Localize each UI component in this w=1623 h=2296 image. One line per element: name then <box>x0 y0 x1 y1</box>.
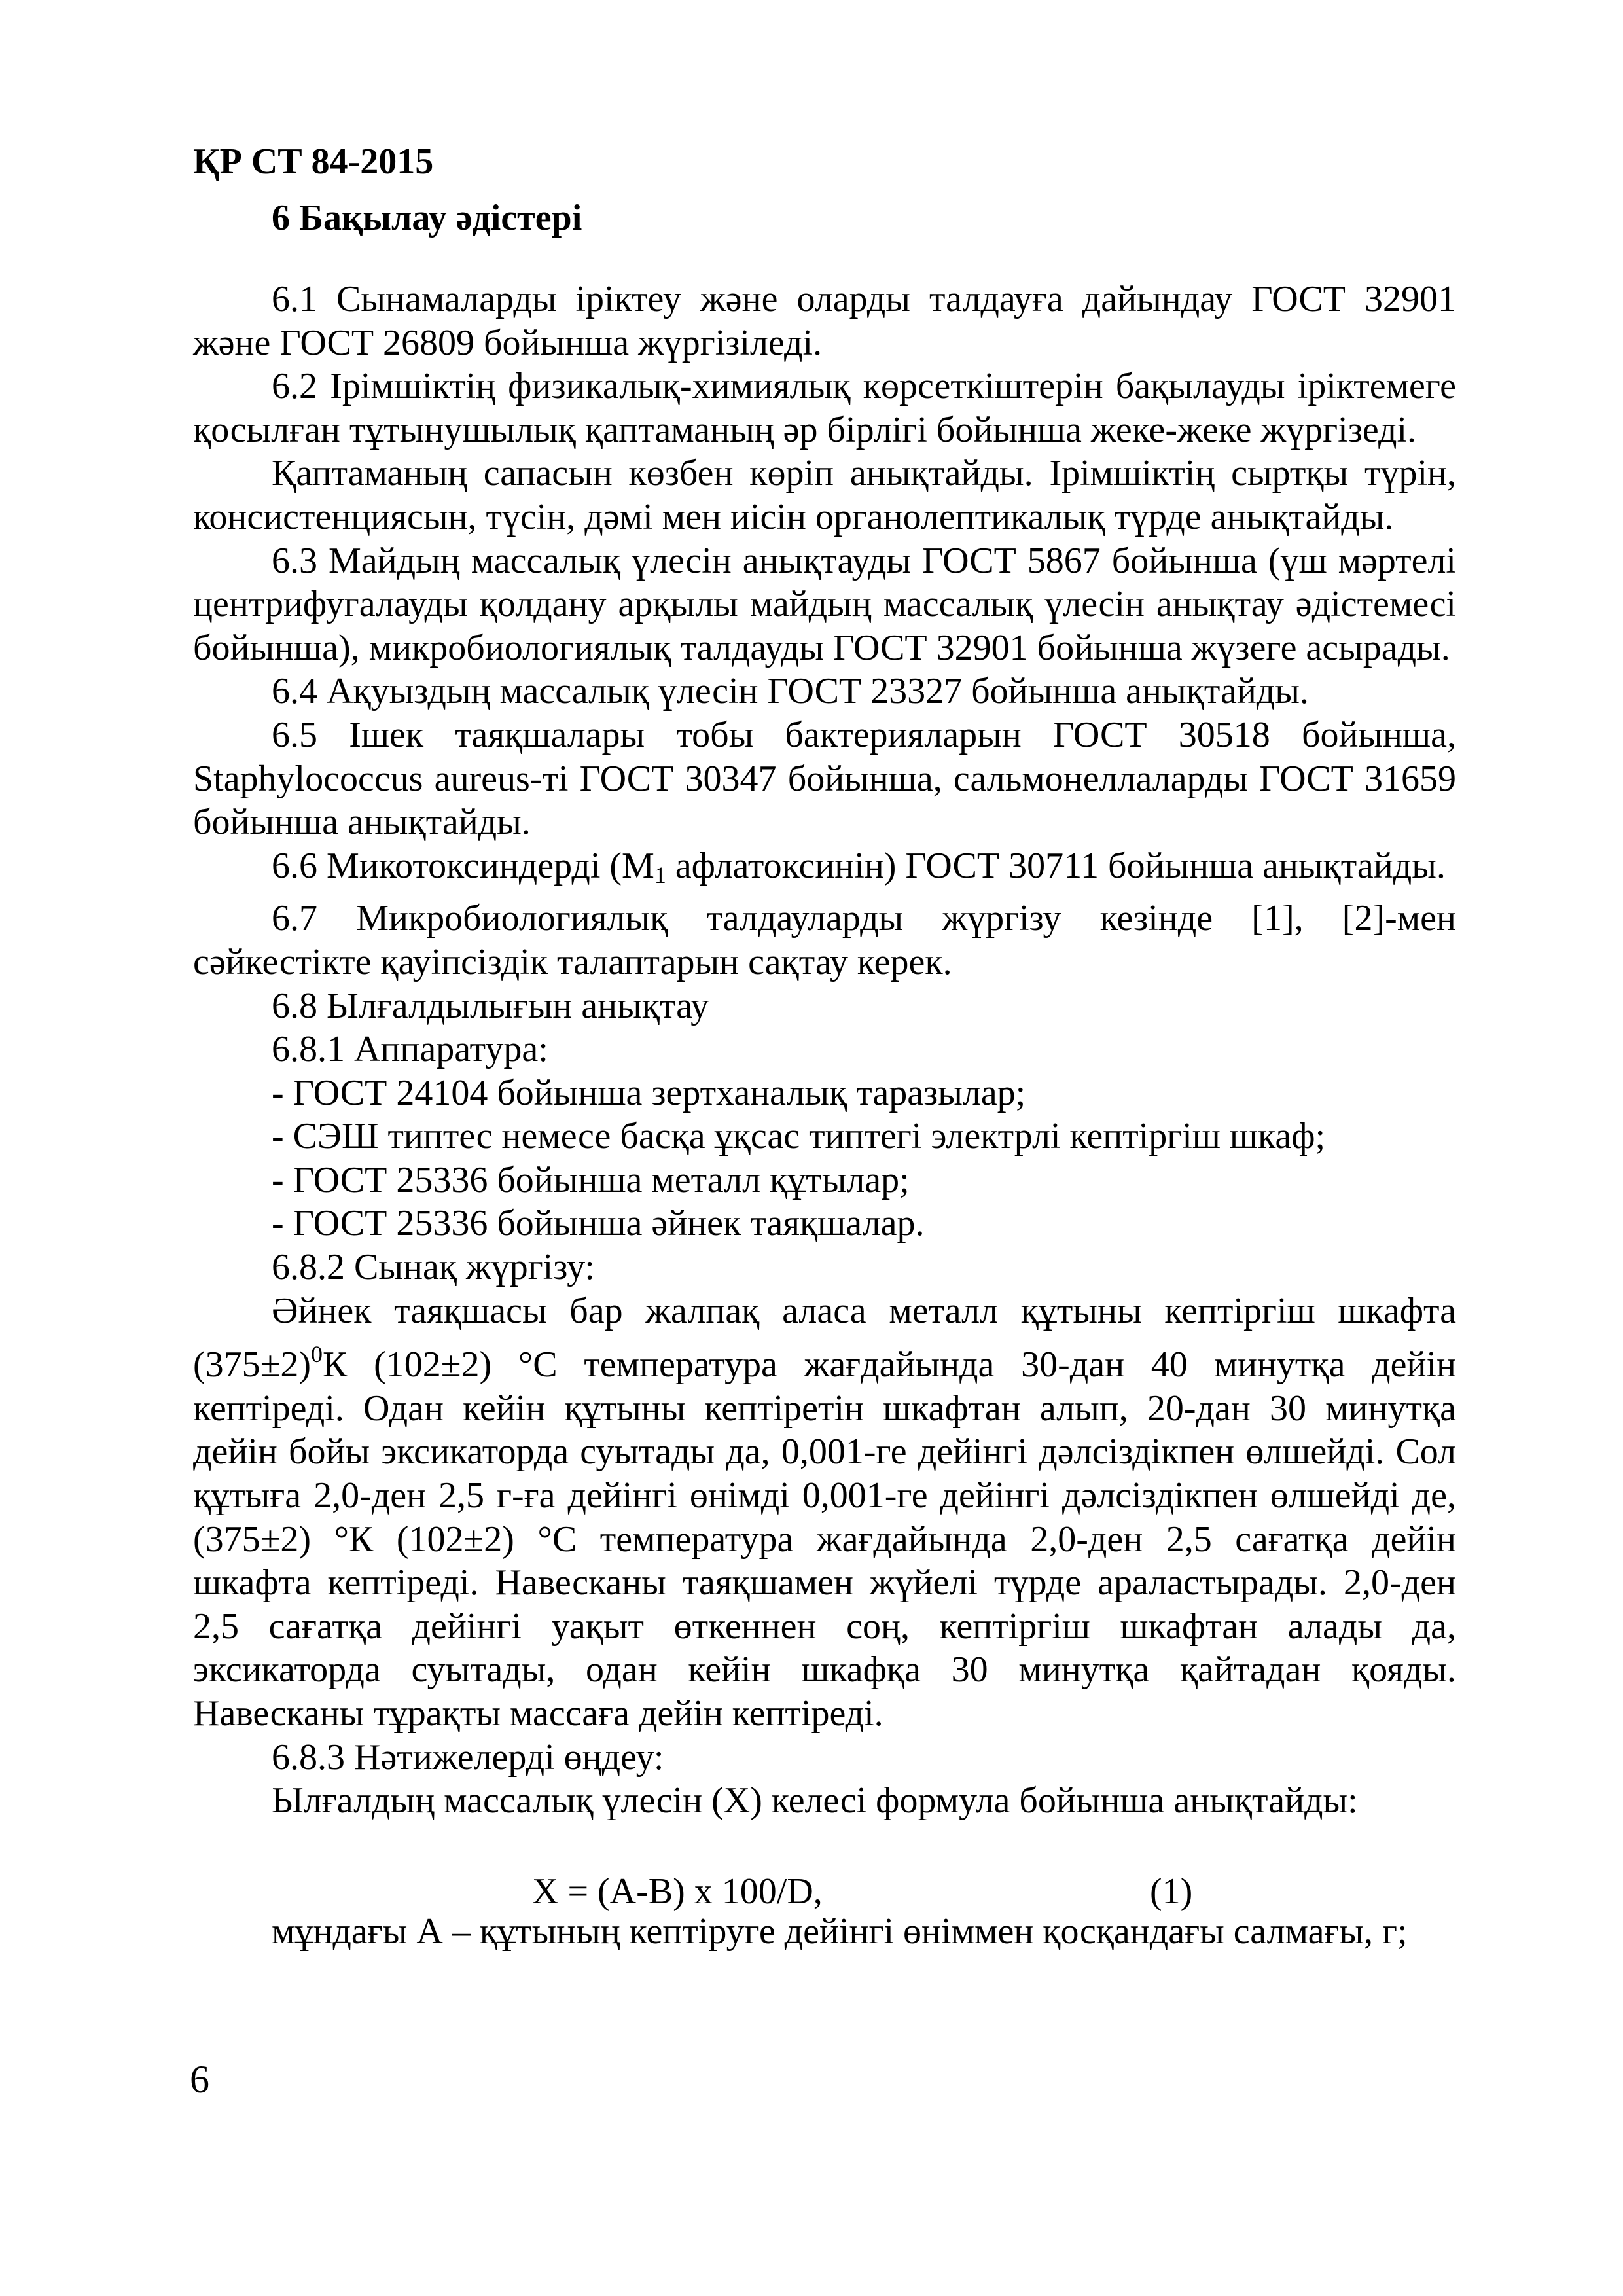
formula-where-a: мұндағы А – құтының кептіруге дейінгі өніммен қосқандағы салмағы, г; <box>272 1910 1408 1952</box>
paragraph-6-6 <box>193 844 1456 897</box>
paragraph-6-1: 6.1 Сынамаларды іріктеу және оларды талдауға дайындау ГОСТ 32901 және ГОСТ 26809 бойынша жүргізіледі. <box>193 279 1456 363</box>
paragraph-6-2-packaging: Қаптаманың сапасын көзбен көріп анықтайды. Ірімшіктің сыртқы түрін, консистенциясын, түсін, дәмі мен иісін органолептикалық түрде анықтайды. <box>193 453 1456 537</box>
formula-number: (1) <box>1150 1871 1193 1912</box>
section-title: 6 Бақылау әдістері <box>272 198 582 238</box>
page-number: 6 <box>190 2058 209 2101</box>
test-procedure-start: Әйнек таяқшасы бар жалпақ аласа металл құтыны кептіргіш шкафта (375±2) <box>193 1290 1456 1386</box>
formula-expression: Х = (А-В) х 100/D, <box>532 1871 823 1912</box>
paragraph-6-3: 6.3 Майдың массалық үлесін анықтауды ГОСТ 5867 бойынша (үш мәртелі центрифугалауды қолдану арқылы майдың массалық үлесін анықтау әдістемесі бойынша), микробиологиялық талдауды ГОСТ 32901 бойынша жүзеге асырады. <box>193 540 1456 668</box>
subscript-1: 1 <box>654 861 666 888</box>
list-item: - СЭШ типтес немесе басқа ұқсас типтегі электрлі кептіргіш шкаф; <box>272 1116 1326 1157</box>
test-procedure-paragraph <box>193 1289 1456 1736</box>
list-item: - ГОСТ 24104 бойынша зертханалық таразылар; <box>272 1072 1026 1113</box>
superscript-0: 0 <box>311 1341 323 1368</box>
paragraph-6-8-1: 6.8.1 Аппаратура: <box>272 1029 548 1070</box>
paragraph-6-6-start: 6.6 Микотоксиндерді (М <box>272 845 654 886</box>
list-item: - ГОСТ 25336 бойынша металл құтылар; <box>272 1159 910 1200</box>
paragraph-6-5: 6.5 Ішек таяқшалары тобы бактерияларын ГОСТ 30518 бойынша, Staphylococcus aureus-ті ГОСТ 30347 бойынша, сальмонеллаларды ГОСТ 31659 бойынша анықтайды. <box>193 714 1456 843</box>
paragraph-6-2: 6.2 Ірімшіктің физикалық-химиялық көрсеткіштерін бақылауды іріктемеге қосылған тұтынушылық қаптаманың әр бірлігі бойынша жеке-жеке жүргізеді. <box>193 366 1456 450</box>
paragraph-6-8-2: 6.8.2 Сынақ жүргізу: <box>272 1247 595 1288</box>
paragraph-6-4: 6.4 Ақуыздың массалық үлесін ГОСТ 23327 бойынша анықтайды. <box>272 671 1309 712</box>
paragraph-6-7: 6.7 Микробиологиялық талдауларды жүргізу кезінде [1], [2]-мен сәйкестікте қауіпсіздік талаптарын сақтау керек. <box>193 898 1456 982</box>
paragraph-6-8: 6.8 Ылғалдылығын анықтау <box>272 985 709 1026</box>
formula-row <box>193 1823 1456 1910</box>
paragraph-6-8-3: 6.8.3 Нәтижелерді өңдеу: <box>272 1736 664 1778</box>
document-header: ҚР СТ 84-2015 <box>193 141 434 182</box>
list-item: - ГОСТ 25336 бойынша әйнек таяқшалар. <box>272 1203 925 1244</box>
body-text <box>193 278 1456 1953</box>
paragraph-6-6-end: афлатоксинін) ГОСТ 30711 бойынша анықтайды. <box>666 845 1446 886</box>
test-procedure-rest: К (102±2) °С температура жағдайында 30-дан 40 минутқа дейін кептіреді. Одан кейін құтыны кептіретін шкафтан алып, 20-дан 30 минутқа дейін бойы эксикаторда суытады да, 0,001-ге дейінгі дәлсіздікпен өлшейді. Сол құтыға 2,0-ден 2,5 г-ға дейінгі өнімді 0,001-ге дейінгі дәлсіздікпен өлшейді де, (375±2) °К (102±2) °С температура жағдайында 2,0-ден 2,5 сағатқа дейін шкафта кептіреді. Навесканы таяқшамен жүйелі түрде араластырады. 2,0-ден 2,5 сағатқа дейінгі уақыт өткеннен соң, кептіргіш шкафтан алады да, эксикаторда суытады, одан кейін шкафқа 30 минутқа қайтадан қояды. Навесканы тұрақты массаға дейін кептіреді. <box>193 1344 1456 1734</box>
formula-intro: Ылғалдың массалық үлесін (Х) келесі формула бойынша анықтайды: <box>272 1780 1358 1821</box>
